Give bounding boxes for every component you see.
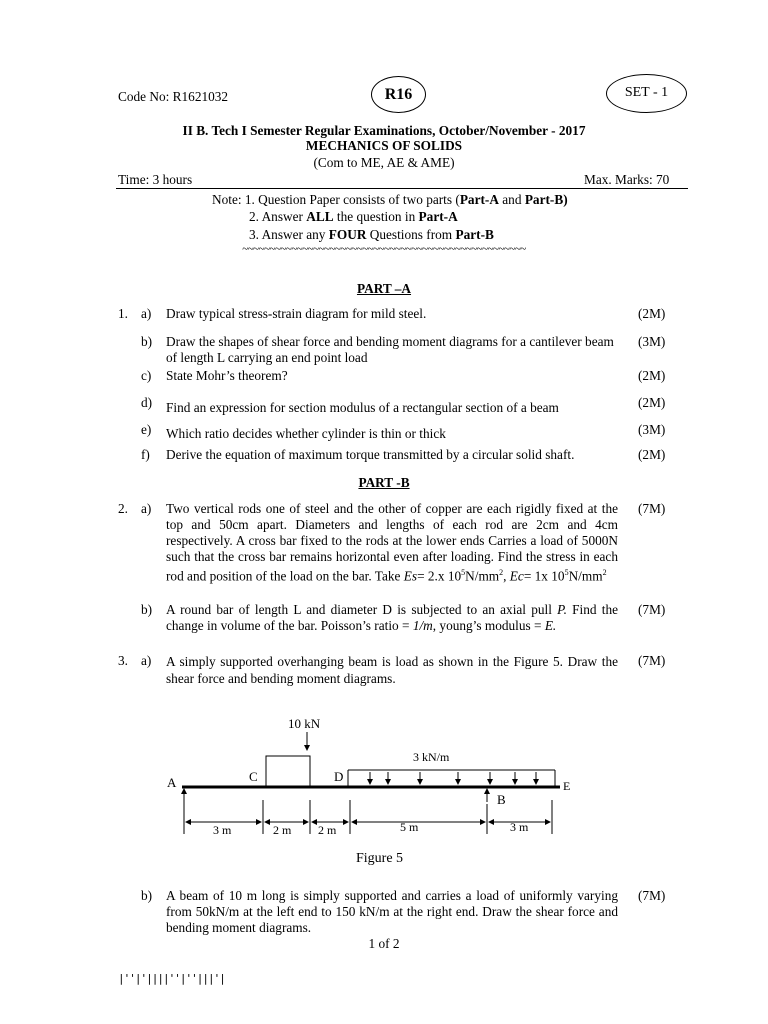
sub-label: c) — [141, 368, 152, 383]
question-text: Which ratio decides whether cylinder is thin or thick — [166, 426, 446, 441]
part-a-title: PART –A — [356, 281, 412, 296]
label-b: B — [497, 792, 506, 807]
sub-label: a) — [141, 501, 152, 516]
sub-label: f) — [141, 447, 150, 462]
sub-label: b) — [141, 602, 153, 617]
span-db: 5 m — [400, 820, 419, 834]
regulation-badge — [371, 76, 426, 113]
sub-label: b) — [141, 334, 153, 349]
span-ac: 3 m — [213, 823, 232, 837]
branches: (Com to ME, AE & AME) — [313, 155, 455, 170]
page-number: 1 of 2 — [368, 936, 400, 951]
set-badge — [606, 74, 687, 113]
note-1: Note: 1. Question Paper consists of two parts (Part-A and Part-B) — [212, 192, 568, 207]
marks: (2M) — [638, 306, 666, 321]
barcode: |''|'||||''|''|||'| — [118, 972, 225, 985]
point-load-label: 10 kN — [288, 716, 321, 731]
udl-label: 3 kN/m — [413, 750, 450, 764]
udl-arrows — [348, 770, 555, 786]
marks: (3M) — [638, 334, 666, 349]
marks: (2M) — [638, 368, 666, 383]
question-text: A round bar of length L and diameter D is subjected to an axial pull P. Find the change in volume of the bar. Poisson’s ratio = 1/m, young’s modulus = E. — [166, 602, 618, 633]
part-b-title: PART -B — [358, 475, 410, 490]
load-block — [266, 756, 310, 787]
span-be: 3 m — [510, 820, 529, 834]
label-e: E — [563, 779, 571, 793]
sub-label: e) — [141, 422, 152, 437]
note-2: 2. Answer ALL the question in Part-A — [249, 209, 458, 224]
marks: (3M) — [638, 422, 666, 437]
question-text: Two vertical rods one of steel and the other of copper are each rigidly fixed at the top and 50cm apart. Diameters and lengths of each rod are 2cm and 4cm respectively. A cross bar fixed to the rods at the lower ends Carries a load of 5000N such that the cross bar remains horizontal even after loading. Find the stress in each rod and position of the load on the bar. Take Es= 2.x $10^5N/mm^2$, Ec= 1x $10^5N/mm^2$ — [166, 501, 618, 584]
regulation-label: R16 — [384, 85, 413, 103]
question-text: State Mohr’s theorem? — [166, 368, 288, 383]
sub-label: a) — [141, 653, 152, 668]
sub-label: a) — [141, 306, 152, 321]
question-text: Draw typical stress-strain diagram for mild steel. — [166, 306, 427, 321]
subject-title: MECHANICS OF SOLIDS — [305, 138, 463, 153]
question-number: 3. — [118, 653, 128, 668]
marks: (7M) — [638, 602, 666, 617]
set-label: SET - 1 — [624, 85, 669, 101]
marks: (7M) — [638, 888, 666, 903]
figure-caption: Figure 5 — [356, 851, 404, 866]
label-d: D — [334, 769, 344, 784]
marks: (7M) — [638, 653, 666, 668]
exam-title: II B. Tech I Semester Regular Examinations, October/November - 2017 — [182, 123, 586, 138]
question-text: A simply supported overhanging beam is load as shown in the Figure 5. Draw the shear force and bending moment diagrams. — [166, 654, 618, 686]
question-number: 1. — [118, 306, 128, 321]
divider: ~~~~~~~~~~~~~~~~~~~~~~~~~~~~~~~~~~~~~~~~~~~~~~~~~~~~ — [242, 243, 526, 255]
sub-label: b) — [141, 888, 153, 903]
question-number: 2. — [118, 501, 128, 516]
beam-figure — [160, 712, 580, 872]
header-rule — [116, 188, 688, 189]
marks: (2M) — [638, 447, 666, 462]
code-number: Code No: R1621032 — [118, 89, 229, 104]
sub-label: d) — [141, 395, 153, 410]
span-load-d: 2 m — [318, 823, 337, 837]
note-3: 3. Answer any FOUR Questions from Part-B — [249, 227, 494, 242]
exam-time: Time: 3 hours — [118, 172, 193, 187]
marks: (7M) — [638, 501, 666, 516]
question-text: Find an expression for section modulus of a rectangular section of a beam — [166, 400, 559, 415]
marks: (2M) — [638, 395, 666, 410]
label-c: C — [249, 769, 258, 784]
span-c-load: 2 m — [273, 823, 292, 837]
question-text: Derive the equation of maximum torque transmitted by a circular solid shaft. — [166, 447, 575, 462]
max-marks: Max. Marks: 70 — [584, 172, 670, 187]
question-text: A beam of 10 m long is simply supported and carries a load of uniformly varying from 50kN/m at the left end to 150 kN/m at the right end. Draw the shear force and bending moment diagrams. — [166, 888, 618, 935]
question-text: Draw the shapes of shear force and bending moment diagrams for a cantilever beam of length L carrying an end point load — [166, 334, 614, 365]
label-a: A — [167, 775, 177, 790]
